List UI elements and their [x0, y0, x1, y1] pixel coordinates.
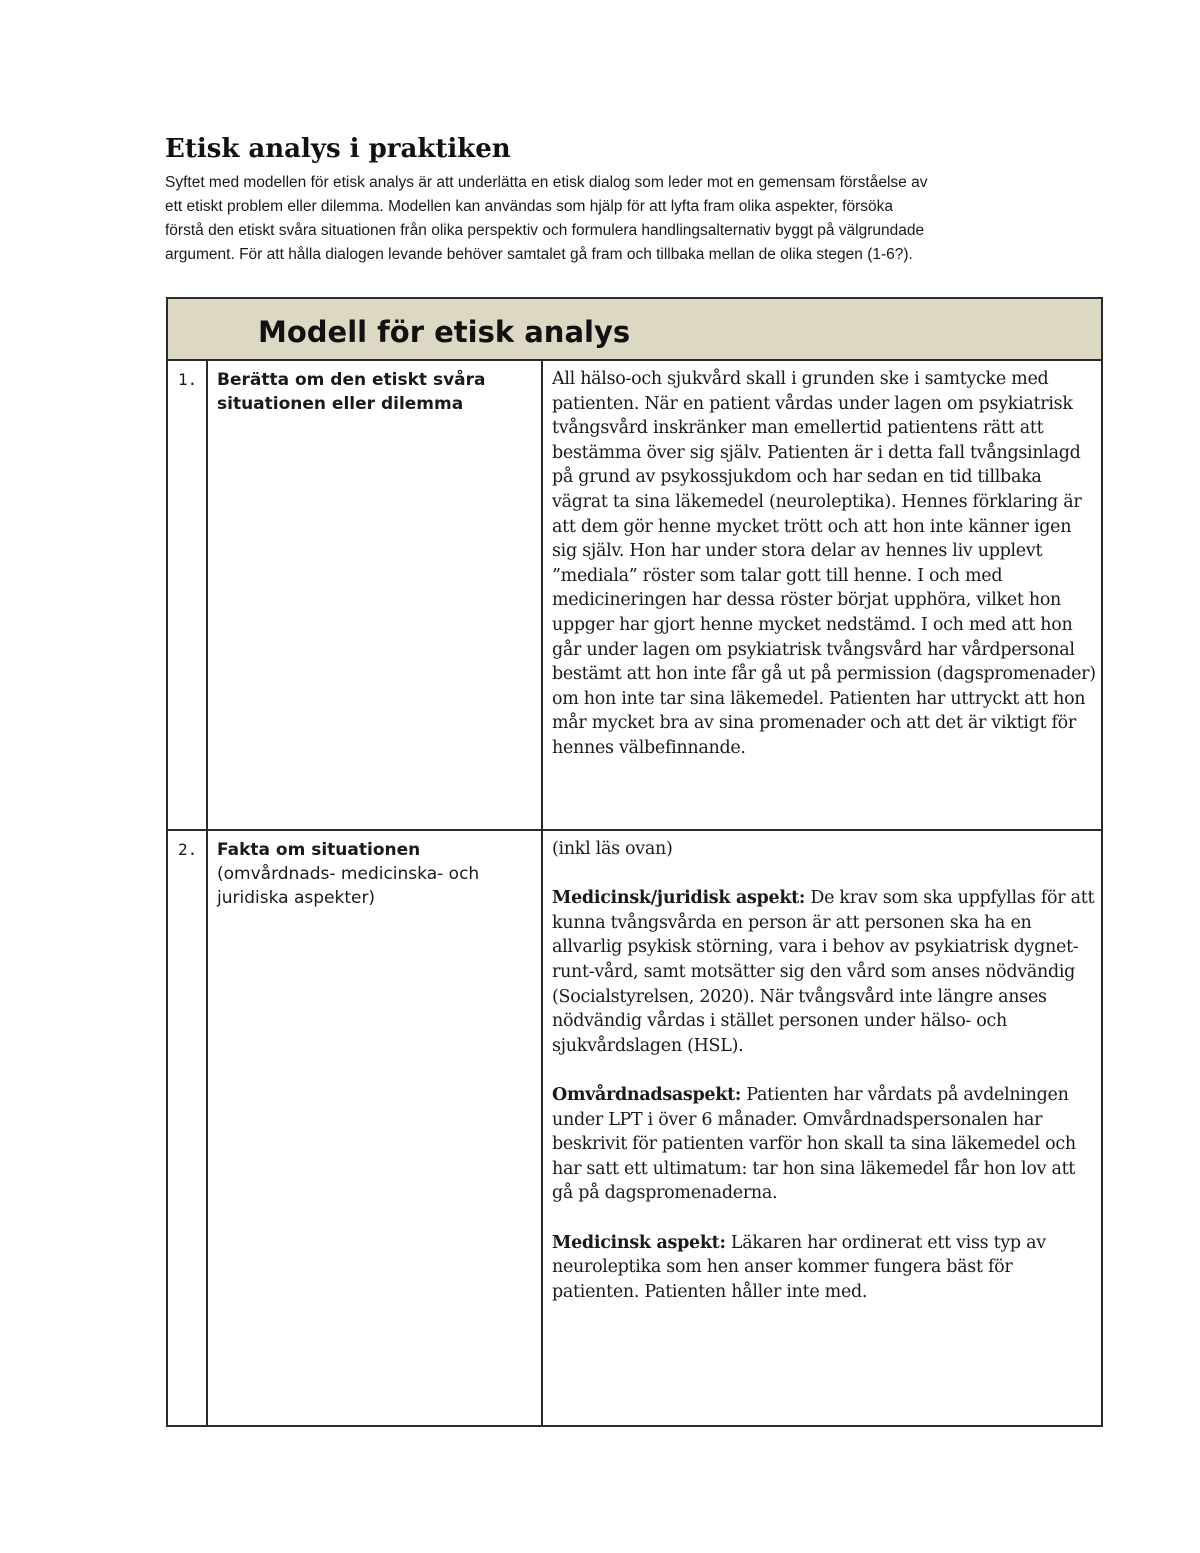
intro-paragraph: [165, 171, 1065, 267]
ethics-model-table: [166, 297, 1103, 1427]
intro-line: ett etiskt problem eller dilemma. Modellen kan användas som hjälp för att lyfta fram olika aspekter, försöka: [165, 198, 893, 215]
row-label-title: Fakta om situationen: [217, 840, 421, 860]
facts-section-medical-legal: [552, 886, 1097, 1058]
intro-line: Syftet med modellen för etisk analys är att underlätta en etisk dialog som leder mot en gemensam förståelse av: [165, 174, 928, 191]
facts-section-nursing: [552, 1083, 1097, 1206]
section-text: Läkaren har ordinerat ett viss typ av neuroleptika som hen anser kommer fungera bäst för patienten. Patienten håller inte med.: [552, 1232, 1046, 1302]
row-label: [207, 830, 542, 1426]
section-heading: Medicinsk aspekt:: [552, 1232, 726, 1253]
table-header-title: Modell för etisk analys: [258, 315, 631, 349]
facts-section-medical: [552, 1231, 1097, 1305]
row-number: 1.: [167, 360, 207, 830]
section-text: Patienten har vårdats på avdelningen under LPT i över 6 månader. Omvårdnadspersonalen har beskrivit för patienten varför hon skall ta sina läkemedel och har satt ett ultimatum: tar hon sina läkemedel får hon lov att gå på dagspromenaderna.: [552, 1084, 1076, 1204]
document-title: Etisk analys i praktiken: [165, 134, 511, 164]
table-header-cell: [167, 298, 1102, 360]
row-label-subtitle: (omvårdnads- medicinska- och juridiska aspekter): [217, 864, 480, 908]
row-text: [542, 360, 1102, 830]
row-label: [207, 360, 542, 830]
section-heading: Medicinsk/juridisk aspekt:: [552, 888, 806, 909]
row-number: 2.: [167, 830, 207, 1426]
row-label-title: Berätta om den etiskt svåra situationen eller dilemma: [217, 370, 486, 414]
table-row: [167, 360, 1102, 830]
intro-line: förstå den etiskt svåra situationen från olika perspektiv och formulera handlingsalternativ byggt på välgrundade: [165, 222, 925, 239]
intro-line: argument. För att hålla dialogen levande behöver samtalet gå fram och tillbaka mellan de olika stegen (1-6?).: [165, 246, 913, 263]
table-header-row: [167, 298, 1102, 360]
facts-intro: (inkl läs ovan): [552, 839, 673, 859]
section-text: De krav som ska uppfyllas för att kunna tvångsvårda en person är att personen ska ha en allvarlig psykisk störning, vara i behov av psykiatrisk dygnet-runt-vård, samt motsätter sig den vård som anses nödvändig (Socialstyrelsen, 2020). När tvångsvård inte längre anses nödvändig vårdas i stället personen under hälso- och sjukvårdslagen (HSL).: [552, 888, 1095, 1056]
section-heading: Omvårdnadsaspekt:: [552, 1084, 742, 1105]
row-text: [542, 830, 1102, 1426]
table-row: [167, 830, 1102, 1426]
situation-description: All hälso-och sjukvård skall i grunden ske i samtycke med patienten. När en patient vårdas under lagen om psykiatrisk tvångsvård inskränker man emellertid patientens rätt att bestämma över sig själv. Patienten är i detta fall tvångsinlagd på grund av psykossjukdom och har sedan en tid tillbaka vägrat ta sina läkemedel (neuroleptika). Hennes förklaring är att dem gör henne mycket trött och att hon inte känner igen sig själv. Hon har under stora delar av hennes liv upplevt ”mediala” röster som talar gott till henne. I och med medicineringen har dessa röster börjat upphöra, vilket hon uppger har gjort henne mycket nedstämd. I och med att hon går under lagen om psykiatrisk tvångsvård har vårdpersonal bestämt att hon inte får gå ut på permission (dagspromenader) om hon inte tar sina läkemedel. Patienten har uttryckt att hon mår mycket bra av sina promenader och att det är viktigt för hennes välbefinnande.: [552, 369, 1096, 758]
